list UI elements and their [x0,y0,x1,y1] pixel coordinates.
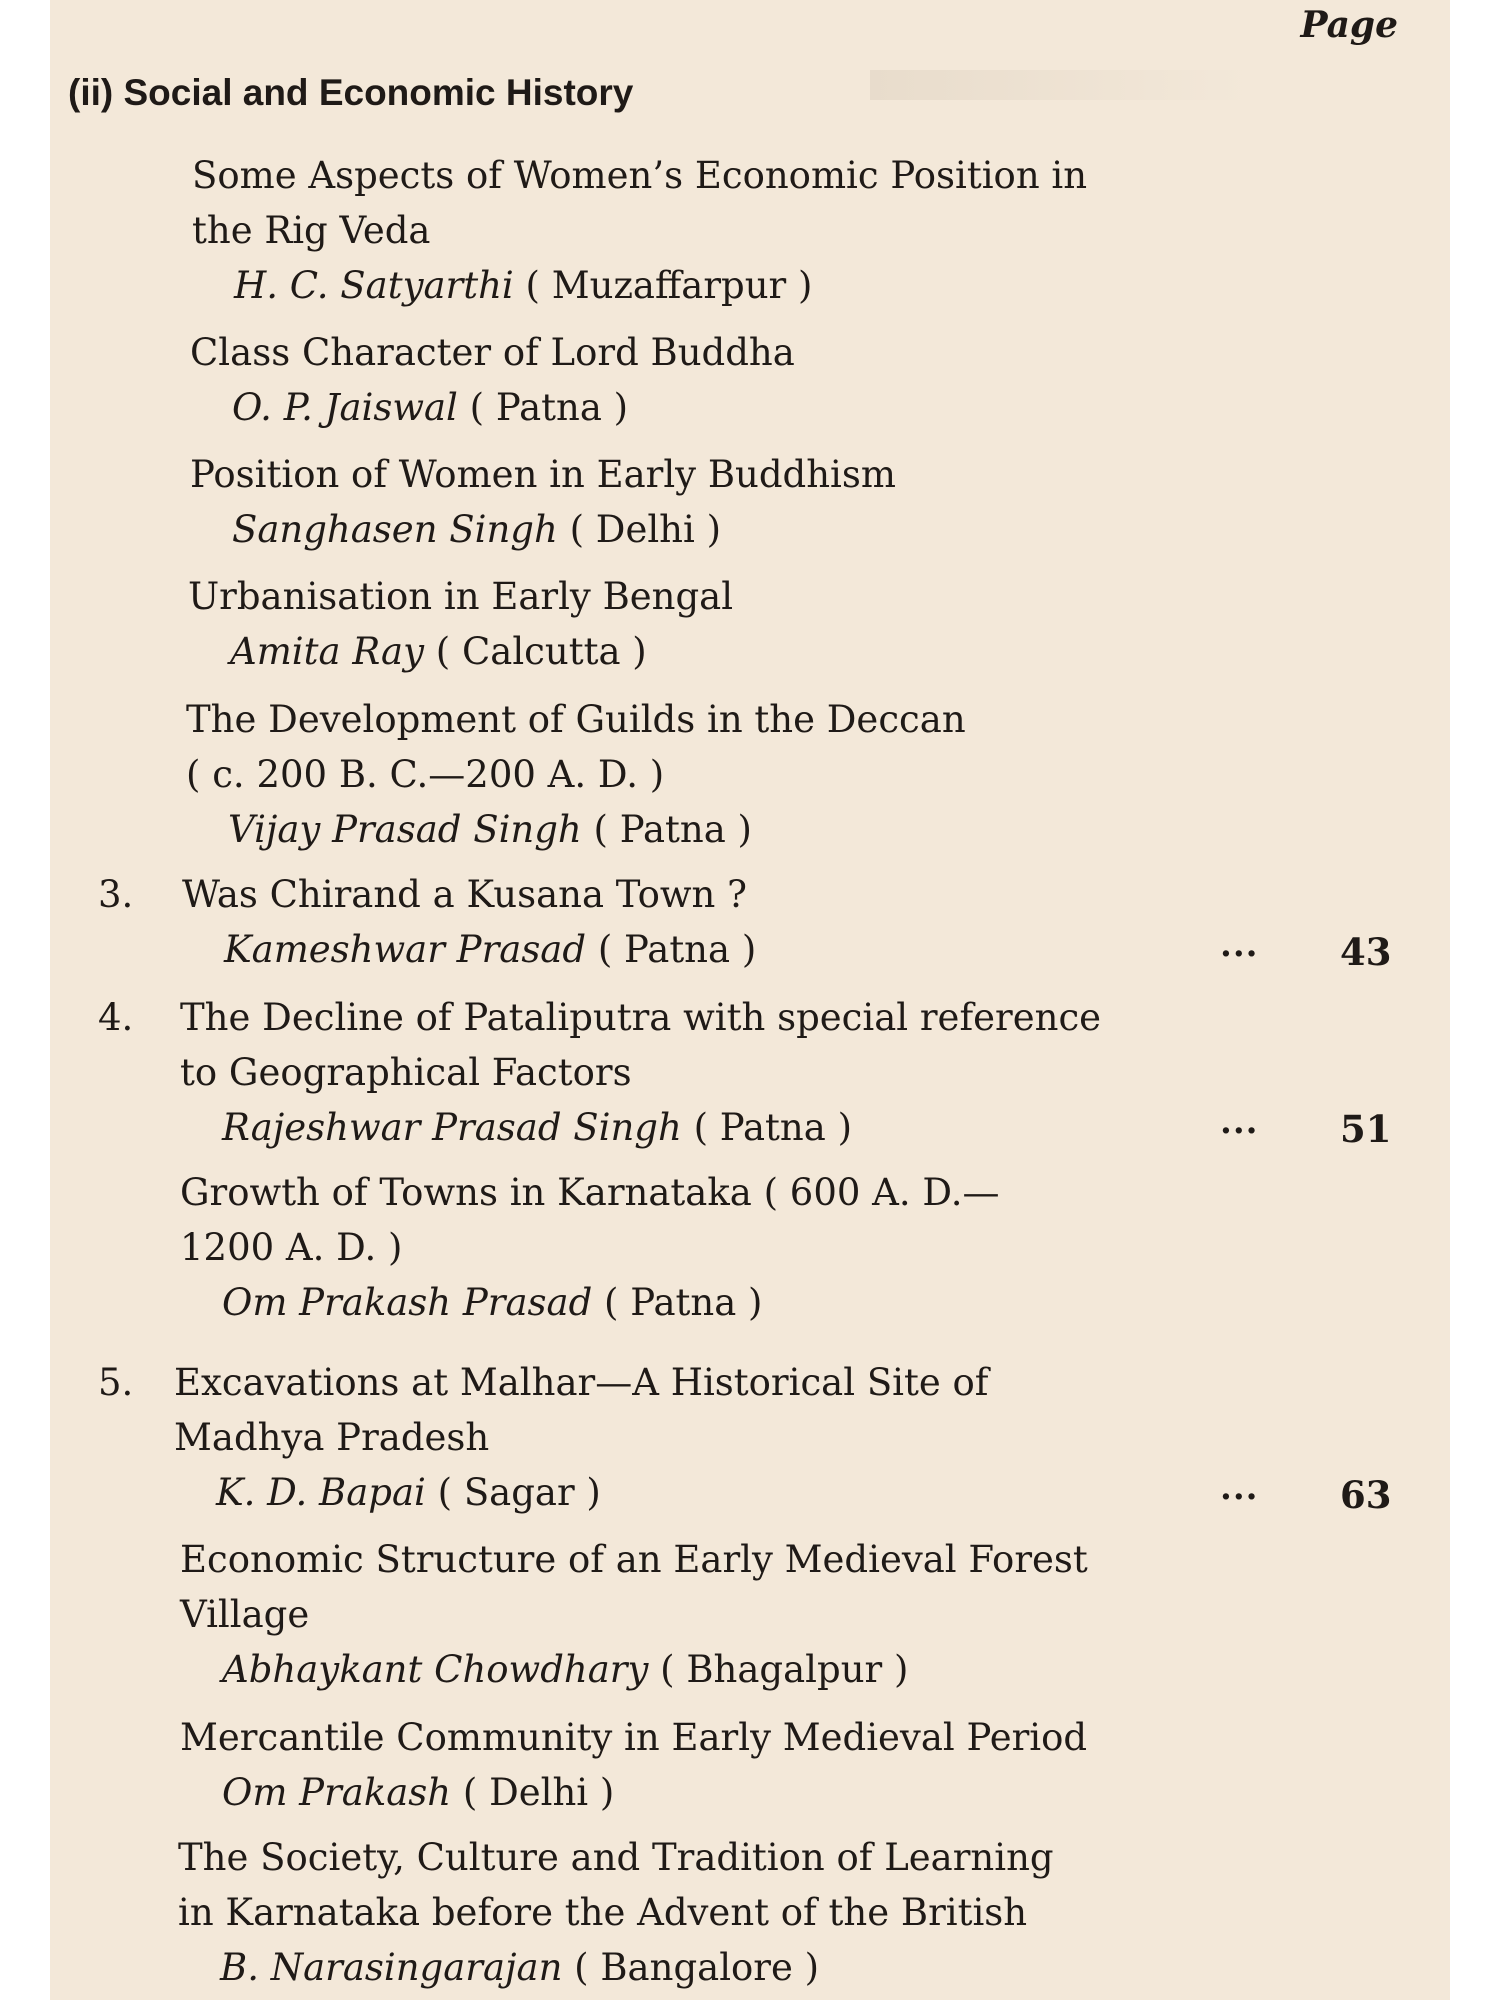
leader-dots: ... [1220,925,1259,965]
entry-title-line: ( c. 200 B. C.—200 A. D. ) [186,753,665,796]
entry-title-line: Was Chirand a Kusana Town ? [182,873,747,916]
toc-entry [192,148,1087,313]
entry-author-line [174,1465,989,1520]
entry-author-line [190,502,896,557]
author-name: Sanghasen Singh [232,508,558,551]
section-heading: (ii) Social and Economic History [68,72,634,113]
author-name: K. D. Bapai [216,1471,426,1514]
toc-entry [182,867,756,977]
entry-title-line: Urbanisation in Early Bengal [188,575,734,618]
author-place: ( Calcutta ) [435,630,647,673]
entry-author-line [178,1940,1054,1995]
author-place: ( Patna ) [469,386,629,429]
author-place: ( Patna ) [593,808,752,851]
entry-title-line: 1200 A. D. ) [180,1226,403,1269]
author-name: Kameshwar Prasad [224,928,587,971]
entry-author-line [192,258,1087,313]
entry-title-line: Economic Structure of an Early Medieval Forest [180,1538,1088,1581]
entry-title-line: in Karnataka before the Advent of the British [178,1891,1028,1934]
leader-dots: ... [1220,1102,1259,1142]
author-name: Amita Ray [230,630,424,673]
entry-title-line: Excavations at Malhar—A Historical Site of [174,1361,989,1404]
author-name: H. C. Satyarthi [234,264,514,307]
book-page [50,0,1450,2000]
entry-number: 5. [98,1361,134,1404]
toc-entry [178,1830,1054,1995]
leader-dots: ... [1220,1468,1259,1508]
author-place: ( Sagar ) [437,1471,601,1514]
entry-author-line [180,1275,1000,1330]
author-place: ( Delhi ) [569,508,722,551]
toc-entry [180,1532,1088,1697]
entry-author-line [190,380,795,435]
author-name: Om Prakash [222,1771,452,1814]
author-place: ( Patna ) [604,1281,763,1324]
toc-entry [180,990,1101,1155]
entry-title-line: the Rig Veda [192,209,431,252]
author-place: ( Patna ) [597,928,757,971]
entry-author-line [188,624,733,679]
author-place: ( Bhagalpur ) [660,1648,909,1691]
author-place: ( Patna ) [693,1106,853,1149]
entry-title-line: The Society, Culture and Tradition of Learning [178,1836,1054,1879]
entry-author-line [180,1100,1101,1155]
entry-title-line: The Development of Guilds in the Deccan [186,698,966,741]
author-name: O. P. Jaiswal [232,386,458,429]
entry-author-line [182,922,756,977]
page-column-label: Page [1300,4,1398,46]
entry-title-line: Mercantile Community in Early Medieval Period [180,1716,1088,1759]
toc-entry [188,569,733,679]
entry-title-line: Village [180,1593,310,1636]
entry-title-line: Class Character of Lord Buddha [190,331,795,374]
entry-page-number: 63 [1340,1473,1392,1517]
entry-title-line: Position of Women in Early Buddhism [190,453,896,496]
entry-title-line: Growth of Towns in Karnataka ( 600 A. D.— [180,1171,1000,1214]
author-name: Abhaykant Chowdhary [222,1648,649,1691]
toc-entry [180,1710,1087,1820]
entry-number: 3. [98,873,134,916]
author-place: ( Muzaffarpur ) [525,264,813,307]
entry-title-line: The Decline of Pataliputra with special reference [180,996,1102,1039]
entry-title-line: Some Aspects of Women’s Economic Position in [192,154,1088,197]
entry-author-line [186,802,966,857]
toc-entry [190,447,896,557]
author-place: ( Bangalore ) [574,1946,820,1989]
toc-entry [174,1355,989,1520]
author-name: Vijay Prasad Singh [228,808,582,851]
entry-number: 4. [98,996,134,1039]
entry-title-line: to Geographical Factors [180,1051,632,1094]
toc-entry [180,1165,1000,1330]
entry-author-line [180,1642,1088,1697]
bleed-through-shading [870,70,1250,100]
entry-author-line [180,1765,1087,1820]
toc-entry [186,692,966,857]
entry-title-line: Madhya Pradesh [174,1416,490,1459]
author-name: B. Narasingarajan [220,1946,563,1989]
entry-page-number: 51 [1340,1107,1392,1151]
author-place: ( Delhi ) [462,1771,615,1814]
toc-entry [190,325,795,435]
entry-page-number: 43 [1340,930,1392,974]
author-name: Rajeshwar Prasad Singh [222,1106,682,1149]
author-name: Om Prakash Prasad [222,1281,593,1324]
